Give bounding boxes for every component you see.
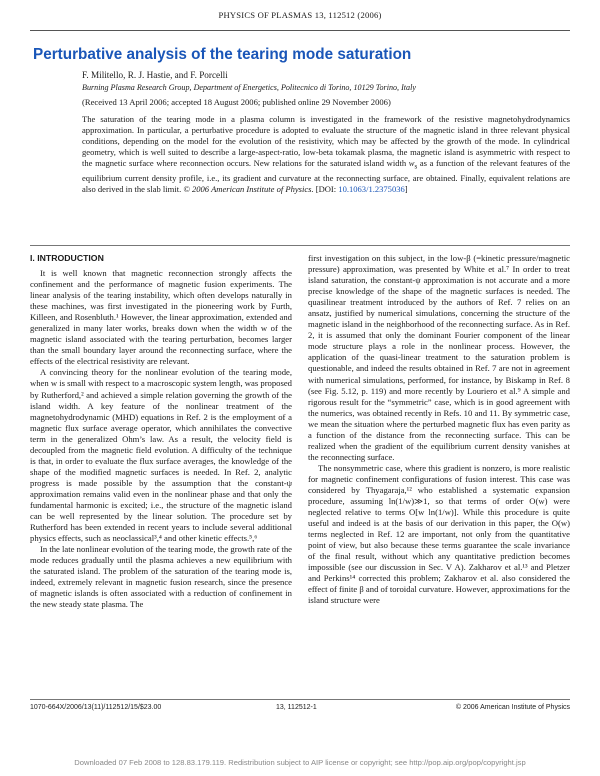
intro-paragraph-5: The nonsymmetric case, where this gradient is nonzero, is more realistic for magnetic confinement configurations of fusion interest. This case was considered by Thyagaraja,¹² who established a systematic expansion procedure, assuming ln(1/w)≫1, so that terms of order O(w) were neglected relative to terms O[w ln(1/w)]. While this procedure is quite useful and indeed is at the basis of our derivation in this paper, the O(w) terms neglected in Ref. 12 are important, not only from the quantitative point of view, but also because these terms guarantee the scale invariance of the final result, without which any quantitative prediction becomes impossible (see our discussion in Sec. V A). Zakharov et al.¹³ and Pletzer and Perkins¹⁴ corrected this problem; Zakharov et al. also considered the effect of finite β and of toroidal curvature. However, approximations for the island structure were [308,462,570,606]
abstract-part-1: The saturation of the tearing mode in a plasma column is investigated in the framework of the resistive magnetohydrodynamics approximation. In particular, a perturbative procedure is adopted to evaluate the structure of the magnetic island in three relevant physical conditions, depending on the model for the evolution of the resistivity, which may be affected by the growth of the mode. In cylindrical geometry, which is well suited to describe a large-aspect-ratio, low-beta tokamak plasma, the magnetic island is asymmetric with respect to the magnetic surface where reconnection occurs. New relations for the saturated island width [82,114,570,169]
abstract [82,114,570,195]
abstract-copyright: © 2006 American Institute of Physics. [183,183,314,194]
section-heading-introduction: I. INTRODUCTION [30,253,104,263]
abstract-subscript: s [414,162,418,171]
footer-rule [30,699,570,700]
intro-paragraph-1: It is well known that magnetic reconnection strongly affects the confinement and the performance of magnetic fusion experiments. The linear analysis of the tearing instability, which often develops naturally in these machines, was first investigated in the pioneering work by Furth, Killeen, and Rosenbluth.¹ However, the linear approximation, extended and generalized in many later works, breaks down when the width w of the magnetic island associated with the tearing perturbation, becomes larger than the small boundary layer around the reconnecting surface, where the effects of the electrical resistivity are relevant. [30,268,292,367]
doi-suffix: ] [404,183,408,194]
footer-issn: 1070-664X/2006/13(11)/112512/15/$23.00 [30,704,162,711]
article-title: Perturbative analysis of the tearing mode saturation [33,46,412,63]
right-column [308,253,570,607]
doi-prefix: [DOI: [313,183,339,194]
journal-header: PHYSICS OF PLASMAS 13, 112512 (2006) [218,10,382,20]
affiliation-line: Burning Plasma Research Group, Department of Energetics, Politecnico di Torino, 10129 Torino, Italy [82,83,416,92]
intro-paragraph-2: A convincing theory for the nonlinear evolution of the tearing mode, when w is small with respect to a macroscopic system length, was proposed by Rutherford,² and achieved a simple relation governing the growth of the island width. A key feature of the nonlinear treatment of the magnetohydrodynamic (MHD) equations in Ref. 2 is the employment of a magnetic flux surface average operator, which annihilates the convective term in the generalized Ohm’s law. As a result, the velocity field is decoupled from the magnetic field evolution. A difficulty of the technique is that, in order to evaluate the flux surface averages, the knowledge of the shape of the modified magnetic surfaces is needed. In Ref. 2, analytic progress is made possible by the assumption that the constant-ψ approximation remains valid even in the nonlinear phase and that only the fundamental harmonic is excited; i.e., the structure of the magnetic island can be well represented by the linear solution. The procedure set by Rutherford has been extended in recent years to include several additional physics effects, such as neoclassical³,⁴ and other kinetic effects.⁵,⁶ [30,367,292,544]
abstract-rule [30,245,570,246]
page-footer [30,704,570,716]
intro-paragraph-3: In the late nonlinear evolution of the tearing mode, the growth rate of the mode reduces gradually until the plasma achieves a new equilibrium with the saturated island. The problem of the saturation of the tearing mode is, indeed, extremely relevant in magnetic fusion research, since the presence of magnetic islands is often associated with a reduction of confinement in the new steady state plasma. The [30,544,292,610]
footer-page-number: 13, 112512-1 [276,704,317,711]
intro-paragraph-4: first investigation on this subject, in the low-β (=kinetic pressure/magnetic pressure) approximation, was presented by White et al.⁷ In order to treat island saturation, the constant-ψ approximation is not accurate and a more precise knowledge of the shape of the magnetic surfaces is needed. The quasilinear treatment introduced by the authors of Ref. 7 relies on an ansatz, justified by numerical simulations, concerning the structure of the magnetic island in the neighborhood of the reconnecting surface. As in Ref. 2, it is assumed that only the dominant Fourier component of the linear mode structure plays a role in the nonlinear process. However, the application of the quasi-linear treatment to the saturation problem is questionable, and indeed the results obtained in Ref. 7 are not in agreement with numerical simulations, performed, for instance, by Biskamp in Ref. 8 (see Fig. 5.12, p. 119) and more recently by Lourierо et al.⁹ A simple and rigorous result for the “symmetric” case, which is in good agreement with the numerics, was obtained recently in Refs. 10 and 11. By symmetric case, we mean the situation where the perturbed magnetic flux has even parity as a function of the distance from the reconnecting surface. This can be realized when the gradient of the equilibrium current density vanishes at the reconnecting surface. [308,253,570,462]
header-rule [30,30,570,31]
dates-line: (Received 13 April 2006; accepted 18 August 2006; published online 29 November 2006) [82,97,391,107]
footer-copyright: © 2006 American Institute of Physics [455,704,570,711]
abstract-part-2: as a function of the relevant features of the equilibrium current density profile, i.e., its gradient and curvature at the reconnecting surface, are obtained. Finally, equivalent relations are also derived in the slab limit. [82,158,570,194]
authors-line: F. Militello, R. J. Hastie, and F. Porcelli [82,70,228,80]
download-notice: Downloaded 07 Feb 2008 to 128.83.179.119. Redistribution subject to AIP license or copyright; see http://pop.aip.org/pop/copyright.jsp [74,758,526,767]
doi-link[interactable]: 10.1063/1.2375036 [338,183,405,194]
left-column [30,253,292,610]
abstract-variable: w [408,158,415,169]
